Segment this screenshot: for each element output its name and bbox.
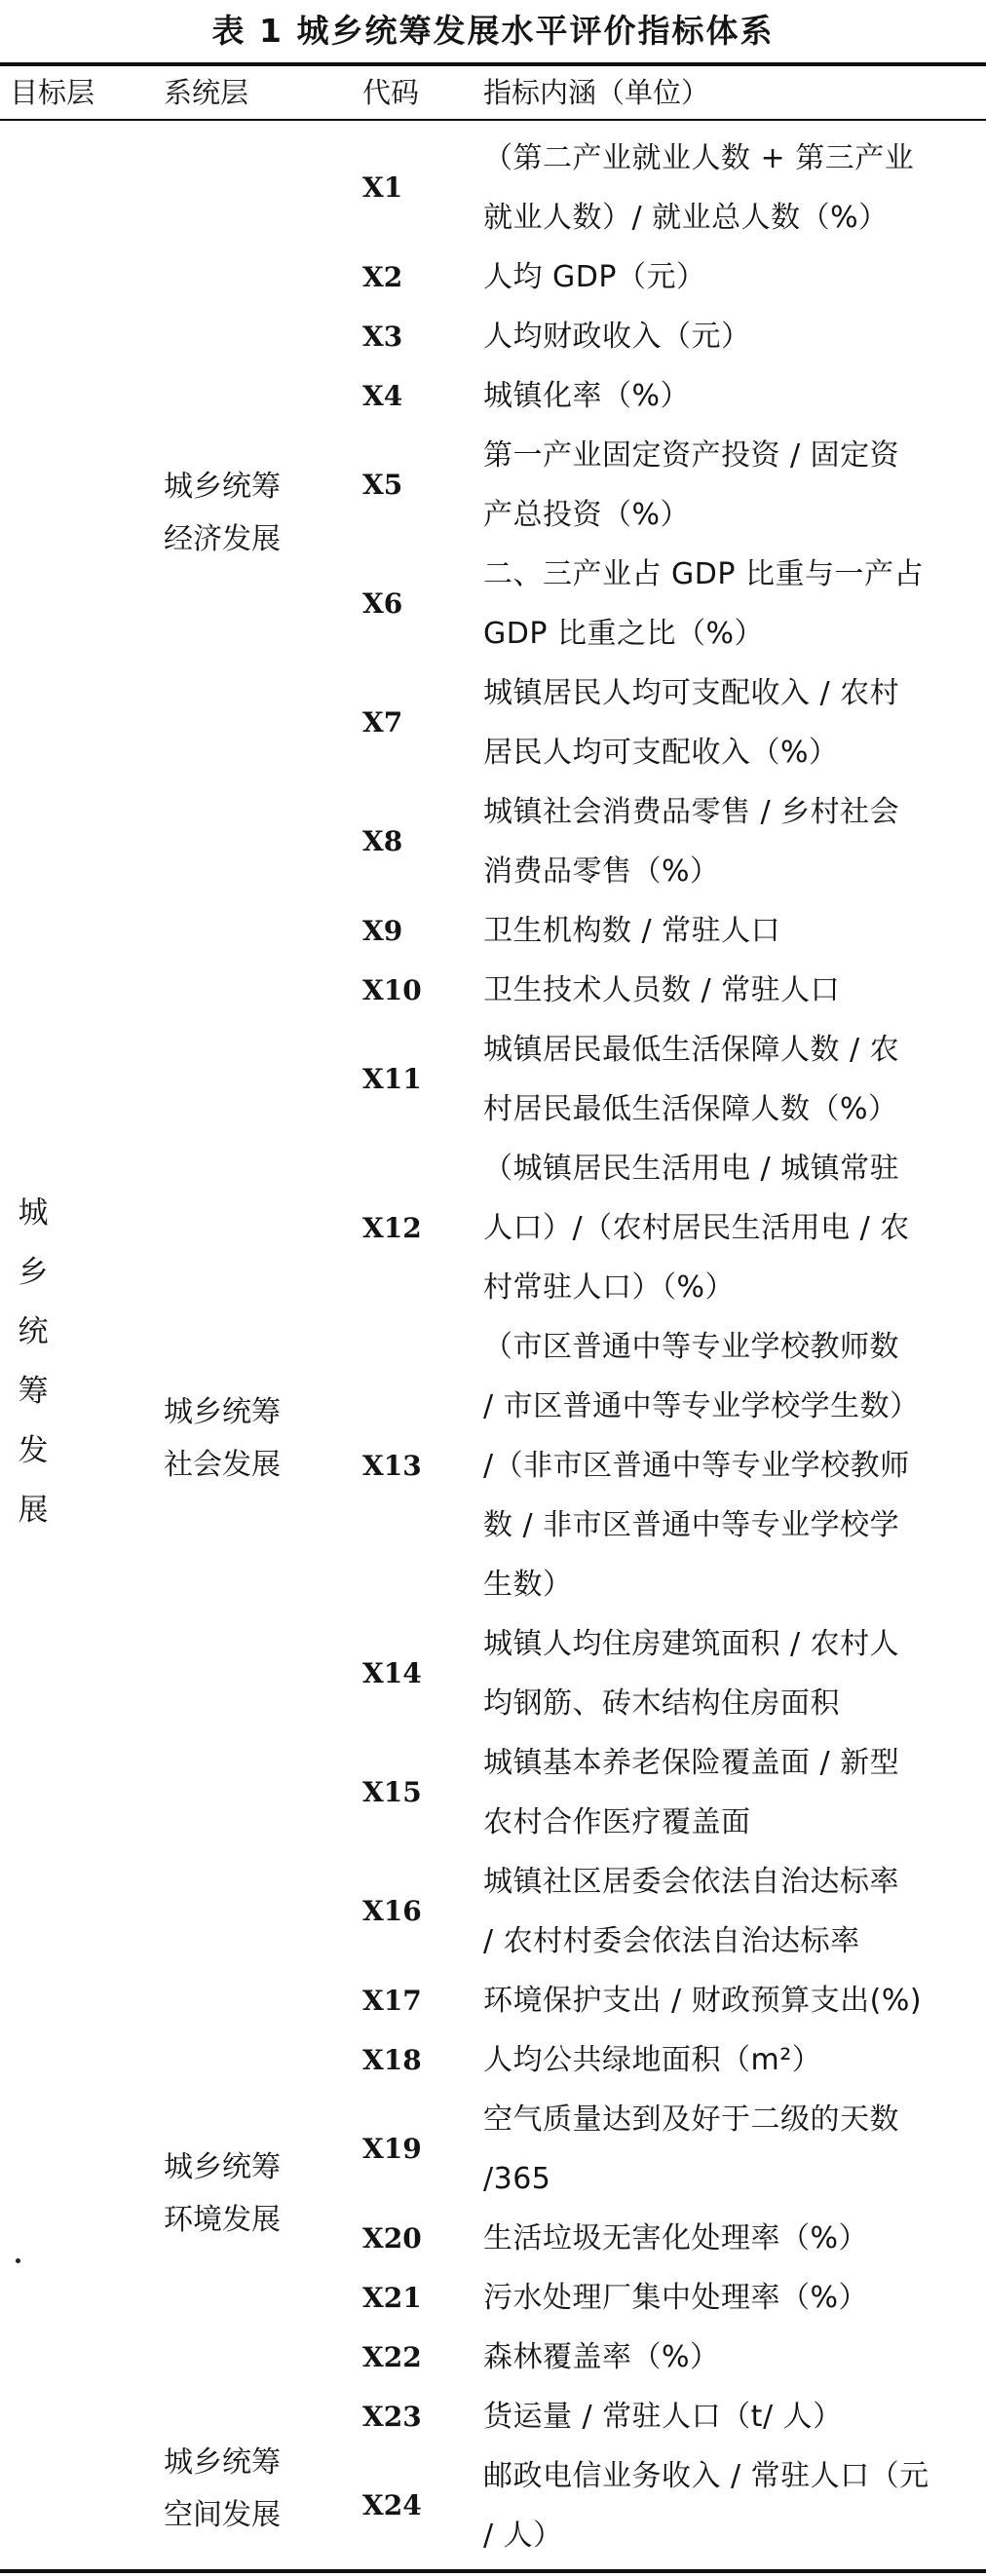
indicator-description-line: 生数） [483, 1568, 573, 1602]
indicator-description [483, 2387, 965, 2446]
indicator-description-line: 人口）/（农村居民生活用电 / 农 [483, 1211, 910, 1245]
top-rule [0, 62, 986, 66]
indicator-description-line: 卫生技术人员数 / 常驻人口 [483, 973, 841, 1007]
indicator-description [483, 426, 965, 545]
indicator-code: X5 [362, 469, 403, 501]
indicator-description-line: 村居民最低生活保障人数（%） [483, 1092, 898, 1126]
goal-char: 发 [18, 1433, 49, 1468]
indicator-code: X3 [362, 320, 403, 353]
indicator-description [483, 2328, 965, 2387]
goal-char: 展 [18, 1493, 49, 1528]
indicator-description [483, 1971, 965, 2030]
indicator-code: X22 [362, 2340, 422, 2373]
indicator-code: X11 [362, 1063, 422, 1095]
indicator-description-line: （第二产业就业人数 + 第三产业 [483, 141, 915, 175]
indicator-description-line: 人均财政收入（元） [483, 320, 751, 354]
indicator-code: X15 [362, 1776, 422, 1808]
indicator-code: X18 [362, 2043, 422, 2076]
indicator-description [483, 961, 965, 1020]
bottom-rule [0, 2569, 986, 2573]
system-line: 城乡统筹 [164, 2150, 281, 2184]
header-rule [0, 119, 986, 121]
indicator-description [483, 129, 965, 247]
indicator-code: X21 [362, 2281, 422, 2314]
indicator-description-line: 城镇化率（%） [483, 379, 691, 413]
goal-char: 乡 [18, 1255, 49, 1290]
system-environment [164, 2141, 281, 2247]
indicator-description-line: GDP 比重之比（%） [483, 617, 764, 651]
indicator-description-line: 城镇居民人均可支配收入 / 农村 [483, 676, 900, 710]
indicator-code: X4 [362, 379, 403, 412]
goal-char: 城 [18, 1195, 49, 1231]
indicator-code: X2 [362, 260, 403, 293]
indicator-description [483, 663, 965, 782]
indicator-code: X1 [362, 171, 403, 204]
indicator-description-line: /365 [483, 2162, 551, 2196]
indicator-description-line: 城镇人均住房建筑面积 / 农村人 [483, 1627, 900, 1661]
indicator-description [483, 247, 965, 307]
indicator-description-line: /（非市区普通中等专业学校教师 [483, 1449, 910, 1483]
indicator-description-line: / 市区普通中等专业学校学生数） [483, 1389, 920, 1423]
indicator-code: X9 [362, 914, 403, 947]
header-code: 代码 [362, 76, 420, 109]
indicator-code: X23 [362, 2400, 422, 2433]
indicator-description-line: 村常驻人口）（%） [483, 1270, 736, 1305]
system-line: 城乡统筹 [164, 2445, 281, 2480]
indicator-description [483, 2090, 965, 2209]
indicator-code: X16 [362, 1895, 422, 1927]
system-line: 社会发展 [164, 1448, 281, 1482]
indicator-description [483, 366, 965, 426]
indicator-description [483, 1020, 965, 1139]
indicator-description-line: 居民人均可支配收入（%） [483, 736, 839, 770]
indicator-description [483, 1852, 965, 1971]
indicator-description-line: 城镇社区居委会依法自治达标率 [483, 1865, 899, 1899]
indicator-code: X17 [362, 1984, 422, 2017]
indicator-code: X7 [362, 706, 403, 739]
indicator-description-line: 消费品零售（%） [483, 854, 720, 889]
header-system-layer: 系统层 [164, 76, 249, 109]
system-line: 城乡统筹 [164, 470, 281, 504]
system-line: 空间发展 [164, 2498, 281, 2532]
header-goal-layer: 目标层 [10, 76, 95, 109]
indicator-code: X13 [362, 1449, 422, 1482]
indicator-description-line: 污水处理厂集中处理率（%） [483, 2281, 869, 2315]
indicator-description-line: 城镇居民最低生活保障人数 / 农 [483, 1033, 900, 1067]
indicator-code: X8 [362, 825, 403, 857]
indicator-code: X19 [362, 2133, 422, 2165]
indicator-description [483, 1733, 965, 1852]
indicator-description-line: 二、三产业占 GDP 比重与一产占 [483, 557, 925, 591]
indicator-code: X6 [362, 587, 403, 620]
goal-char: 统 [18, 1314, 49, 1349]
indicator-description-line: 城镇基本养老保险覆盖面 / 新型 [483, 1746, 900, 1780]
indicator-code: X14 [362, 1657, 422, 1689]
indicator-code: X12 [362, 1211, 422, 1244]
indicator-code: X10 [362, 973, 422, 1006]
indicator-description-line: 卫生机构数 / 常驻人口 [483, 914, 781, 948]
indicator-description-line: 空气质量达到及好于二级的天数 [483, 2102, 899, 2137]
system-space [164, 2437, 281, 2542]
indicator-description-line: 货运量 / 常驻人口（t/ 人） [483, 2400, 843, 2434]
indicator-description-line: 环境保护支出 / 财政预算支出(%) [483, 1984, 923, 2018]
indicator-description [483, 2030, 965, 2090]
indicator-description-line: （城镇居民生活用电 / 城镇常驻 [483, 1152, 900, 1186]
indicator-description-line: 就业人数）/ 就业总人数（%） [483, 201, 889, 235]
goal-char: 筹 [18, 1374, 49, 1409]
indicator-description-line: 城镇社会消费品零售 / 乡村社会 [483, 795, 900, 829]
indicator-description [483, 1139, 965, 1317]
indicator-description-line: 生活垃圾无害化处理率（%） [483, 2221, 869, 2255]
table-title: 表 1 城乡统筹发展水平评价指标体系 [211, 12, 775, 50]
indicator-description [483, 1614, 965, 1733]
stray-dot [16, 2258, 20, 2263]
system-line: 环境发展 [164, 2203, 281, 2237]
indicator-description-line: （市区普通中等专业学校教师数 [483, 1330, 899, 1364]
indicator-description-line: 数 / 非市区普通中等专业学校学 [483, 1508, 900, 1542]
indicator-description [483, 2268, 965, 2328]
indicator-description-line: 人均公共绿地面积（m²） [483, 2043, 822, 2077]
indicator-description-line: 产总投资（%） [483, 498, 691, 532]
indicator-description [483, 2209, 965, 2268]
indicator-description [483, 901, 965, 961]
indicator-description-line: 均钢筋、砖木结构住房面积 [483, 1686, 840, 1721]
indicator-description-line: 邮政电信业务收入 / 常驻人口（元 [483, 2459, 929, 2493]
indicator-description-line: 森林覆盖率（%） [483, 2340, 720, 2374]
indicator-description [483, 307, 965, 366]
indicator-description-line: 第一产业固定资产投资 / 固定资 [483, 438, 900, 473]
indicator-description-line: / 人） [483, 2519, 563, 2553]
system-economic [164, 461, 281, 566]
indicator-description [483, 545, 965, 663]
system-line: 城乡统筹 [164, 1395, 281, 1429]
system-line: 经济发展 [164, 522, 281, 556]
indicator-description-line: 人均 GDP（元） [483, 260, 706, 294]
header-indicator-content: 指标内涵（单位） [483, 76, 710, 109]
goal-layer-cell [14, 1184, 53, 1540]
indicator-description [483, 782, 965, 901]
system-social [164, 1386, 281, 1492]
indicator-description [483, 2446, 965, 2565]
indicator-code: X24 [362, 2489, 422, 2521]
indicator-code: X20 [362, 2221, 422, 2254]
indicator-description-line: 农村合作医疗覆盖面 [483, 1805, 751, 1839]
indicator-description [483, 1317, 965, 1614]
indicator-description-line: / 农村村委会依法自治达标率 [483, 1924, 860, 1958]
